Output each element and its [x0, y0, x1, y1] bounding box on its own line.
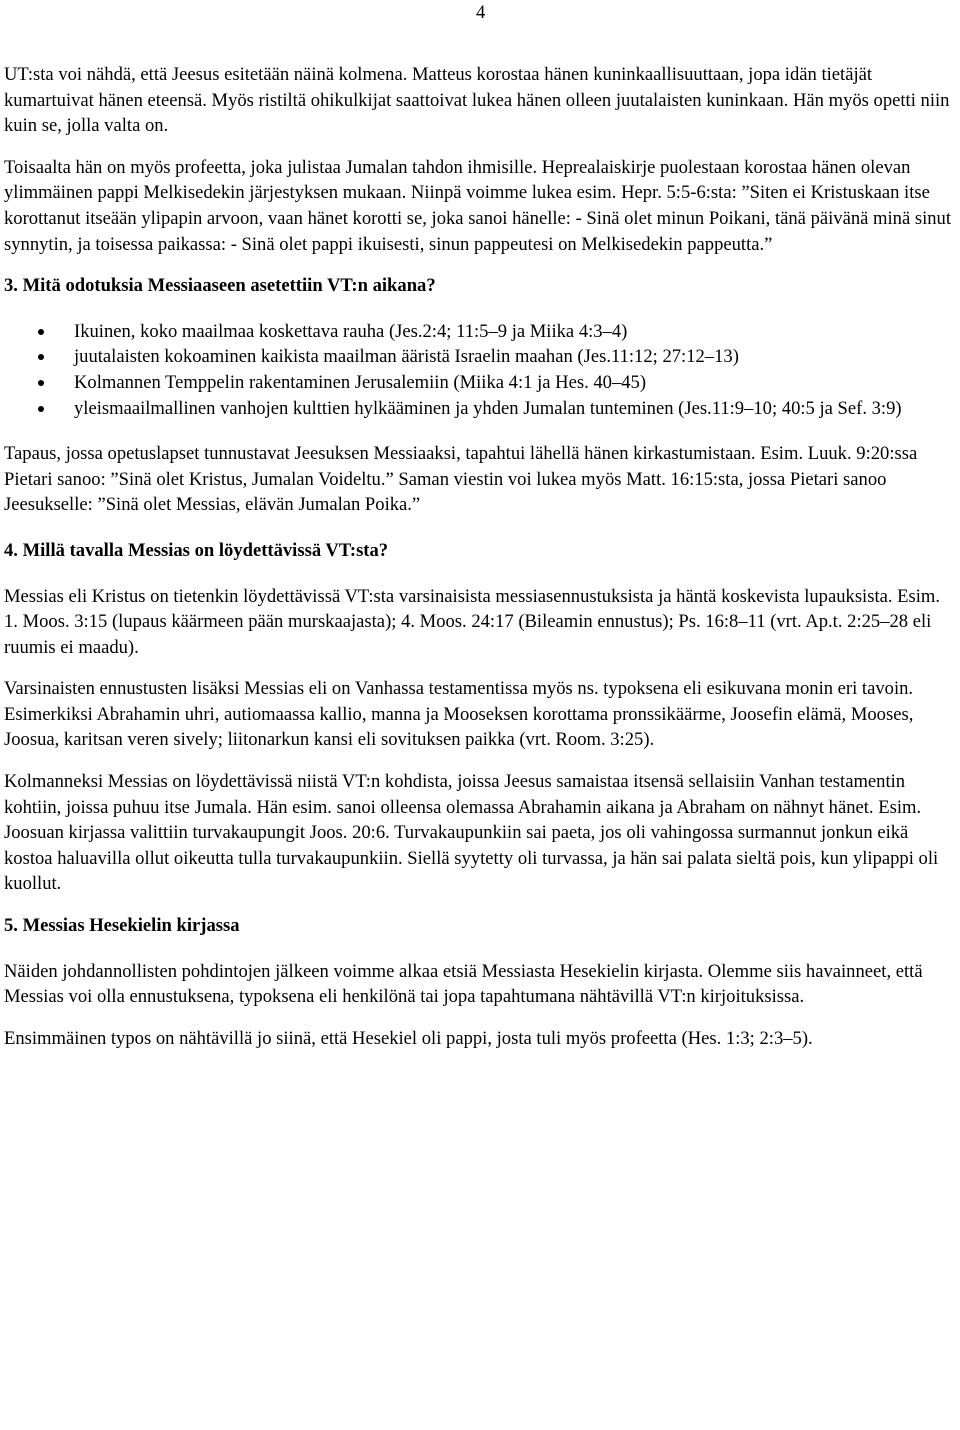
list-item: Kolmannen Temppelin rakentaminen Jerusalemiin (Miika 4:1 ja Hes. 40–45)	[4, 370, 956, 396]
paragraph-typos: Varsinaisten ennustusten lisäksi Messias eli on Vanhassa testamentissa myös ns. typoksena eli esikuvana monin eri tavoin. Esimerkiksi Abrahamin uhri, autiomaassa kallio, manna ja Mooseksen korottama pronssikäärme, Joosefin elämä, Mooses, Joosua, karitsan veren sively; liitonarkun kansi eli sovituksen paikka (vrt. Room. 3:25).	[4, 678, 914, 751]
document-body	[4, 62, 956, 1051]
expectations-list	[4, 319, 956, 421]
section-3-heading: 3. Mitä odotuksia Messiaaseen asetettiin VT:n aikana?	[4, 275, 436, 297]
paragraph-ezekiel-intro: Näiden johdannollisten pohdintojen jälkeen voimme alkaa etsiä Messiasta Hesekielin kirjasta. Olemme siis havainneet, että Messias voi olla ennustuksena, typoksena eli henkilönä tai jopa tapahtumana nähtävillä VT:n kirjoituksissa.	[4, 960, 923, 1008]
paragraph-prophet-priest: Toisaalta hän on myös profeetta, joka julistaa Jumalan tahdon ihmisille. Heprealaiskirje puolestaan korostaa hänen olevan ylimmäinen pappi Melkisedekin järjestyksen mukaan. Niinpä voimme lukea esim. Hepr. 5:5-6:sta: ”Siten ei Kristuskaan itse korottanut itseään ylipapin arvoon, vaan hänet korotti se, joka sanoi hänelle: - Sinä olet minun Poikani, tänä päivänä minä sinut synnytin, ja toisessa paikassa: - Sinä olet pappi ikuisesti, sinun pappeutesi on Melkisedekin pappeutta.”	[4, 156, 952, 255]
paragraph-identification: Kolmanneksi Messias on löydettävissä niistä VT:n kohdista, joissa Jeesus samaistaa itsensä sellaisiin Vanhan testamentin kohtiin, joissa puhuu itse Jumala. Hän esim. sanoi olleensa olemassa Abrahamin aikana ja Abraham on nähnyt hänet. Esim. Joosuan kirjassa valittiin turvakaupungit Joos. 20:6. Turvakaupunkiin sai paeta, jos oli vahingossa surmannut jonkun eikä kostoa haluavilla ollut oikeutta tulla turvakaupunkiin. Siellä syytetty oli turvassa, ja hän sai palata sieltä pois, kun ylipappi oli kuollut.	[4, 771, 939, 895]
list-item: yleismaailmallinen vanhojen kulttien hylkääminen ja yhden Jumalan tunteminen (Jes.11:9–10; 40:5 ja Sef. 3:9)	[4, 396, 956, 422]
bullet-icon	[38, 406, 44, 412]
paragraph-intro: UT:sta voi nähdä, että Jeesus esitetään näinä kolmena. Matteus korostaa hänen kuninkaallisuuttaan, jopa idän tietäjät kumartuivat hänen eteensä. Myös ristiltä ohikulkijat saattoivat lukea hänen olleen juutalaisten kuninkaan. Hän myös opetti niin kuin se, jolla valta on.	[4, 64, 950, 137]
paragraph-first-typos: Ensimmäinen typos on nähtävillä jo siinä, että Hesekiel oli pappi, josta tuli myös profeetta (Hes. 1:3; 2:3–5).	[4, 1027, 813, 1049]
bullet-icon	[38, 354, 44, 360]
list-item: juutalaisten kokoaminen kaikista maailman ääristä Israelin maahan (Jes.11:12; 27:12–13)	[4, 344, 956, 370]
bullet-icon	[38, 380, 44, 386]
bullet-icon	[38, 329, 44, 335]
paragraph-confession: Tapaus, jossa opetuslapset tunnustavat Jeesuksen Messiaaksi, tapahtui lähellä hänen kirkastumistaan. Esim. Luuk. 9:20:ssa Pietari sanoo: ”Sinä olet Kristus, Jumalan Voideltu.” Saman viestin voi lukea myös Matt. 16:15:sta, jossa Pietari sanoo Jeesukselle: ”Sinä olet Messias, elävän Jumalan Poika.”	[4, 443, 918, 516]
paragraph-prophecies: Messias eli Kristus on tietenkin löydettävissä VT:sta varsinaisista messiasennustuksista ja häntä koskevista lupauksista. Esim. 1. Moos. 3:15 (lupaus käärmeen pään murskaajasta); 4. Moos. 24:17 (Bileamin ennustus); Ps. 16:8–11 (vrt. Ap.t. 2:25–28 eli ruumis ei maadu).	[4, 585, 941, 658]
list-item: Ikuinen, koko maailmaa koskettava rauha (Jes.2:4; 11:5–9 ja Miika 4:3–4)	[4, 319, 956, 345]
section-4-heading: 4. Millä tavalla Messias on löydettävissä VT:sta?	[4, 539, 389, 561]
section-5-heading: 5. Messias Hesekielin kirjassa	[4, 915, 240, 937]
page-number: 4	[476, 2, 486, 23]
